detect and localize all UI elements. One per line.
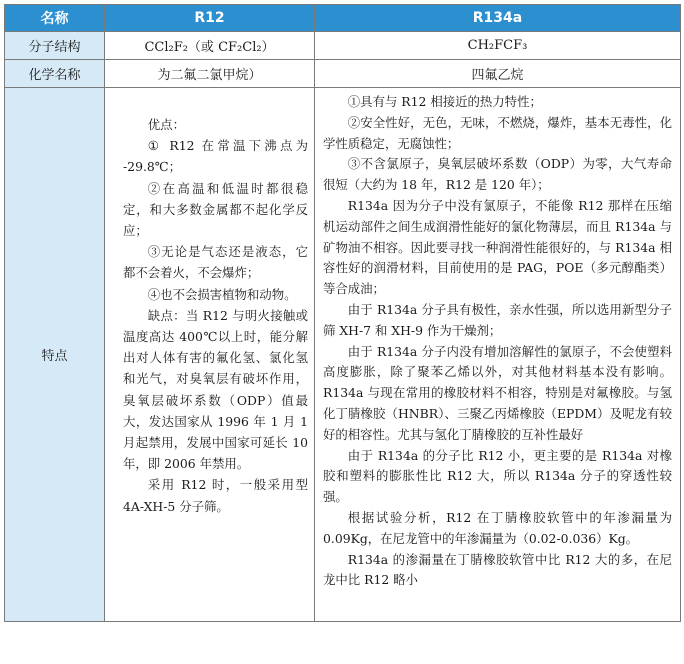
comparison-table xyxy=(4,4,681,622)
row-label-features: 特点 xyxy=(5,88,105,622)
table-row-chemname xyxy=(5,60,681,88)
r12-paragraph: ① R12 在常温下沸点为 -29.8℃； xyxy=(123,138,308,175)
row-label-chemname: 化学名称 xyxy=(5,60,105,88)
r12-structure: CCl₂F₂（或 CF₂Cl₂） xyxy=(105,32,315,60)
r134a-paragraph: 由于 R134a 的分子比 R12 小，更主要的是 R134a 对橡胶和塑料的膨胀性比 R12 大，所以 R134a 分子的穿透性较强。 xyxy=(323,447,672,505)
r12-chemname: 为二氟二氯甲烷） xyxy=(105,60,315,88)
r12-paragraph: 采用 R12 时，一般采用型 4A-XH-5 分子筛。 xyxy=(123,477,308,514)
r134a-paragraph: R134a 的渗漏量在丁腈橡胶软管中比 R12 大的多，在尼龙中比 R12 略小 xyxy=(323,551,672,588)
row-label-structure: 分子结构 xyxy=(5,32,105,60)
r134a-paragraph: 由于 R134a 分子具有极性，亲水性强，所以选用新型分子筛 XH-7 和 XH-9 作为干燥剂； xyxy=(323,301,672,338)
header-name: 名称 xyxy=(5,5,105,32)
r12-paragraph: 缺点：当 R12 与明火接触或温度高达 400℃以上时，能分解出对人体有害的氟化氢、氯化氢和光气，对臭氧层有破坏作用，臭氧层破坏系数（ODP）值最大，发达国家从 1996 年 1 月 1 月起禁用，发展中国家可延长 10 年，即 2006 年禁用。 xyxy=(123,307,308,472)
r134a-chemname: 四氟乙烷 xyxy=(315,60,681,88)
r12-paragraph: ④也不会损害植物和动物。 xyxy=(147,286,297,302)
r134a-paragraph: ②安全性好，无色，无味，不燃烧，爆炸，基本无毒性，化学性质稳定，无腐蚀性； xyxy=(323,114,672,151)
table-row-structure xyxy=(5,32,681,60)
r12-paragraph: 优点： xyxy=(147,117,185,132)
r134a-features xyxy=(315,88,681,622)
r134a-paragraph: R134a 因为分子中没有氯原子，不能像 R12 那样在压缩机运动部件之间生成润滑性能好的氯化物薄层，而且 R134a 与矿物油不相容。因此要寻找一种润滑性能很好的，与 R134a 相容性好的润滑材料，目前使用的是 PAG，POE（多元醇酯类）等合成油； xyxy=(323,197,672,297)
header-row xyxy=(5,5,681,32)
r134a-paragraph: ①具有与 R12 相接近的热力特性； xyxy=(347,94,542,109)
r12-paragraph: ②在高温和低温时都很稳定，和大多数金属都不起化学反应； xyxy=(123,180,308,239)
r134a-paragraph: 根据试验分析，R12 在丁腈橡胶软管中的年渗漏量为 0.09Kg，在尼龙管中的年渗漏量为（0.02-0.036）Kg。 xyxy=(323,509,672,546)
table-row-features xyxy=(5,88,681,622)
header-r134a: R134a xyxy=(315,5,681,32)
header-r12: R12 xyxy=(105,5,315,32)
r134a-structure: CH₂FCF₃ xyxy=(315,32,681,60)
r134a-paragraph: 由于 R134a 分子内没有增加溶解性的氯原子，不会使塑料高度膨胀，除了聚苯乙烯以外，对其他材料基本没有影响。R134a 与现在常用的橡胶材料不相容，特别是对氟橡胶。与氢化丁腈橡胶（HNBR）、三聚乙丙烯橡胶（EPDM）及呢龙有较好的相容性。尤其与氢化丁腈橡胶的互补性最好 xyxy=(323,343,672,442)
r134a-paragraph: ③不含氯原子，臭氧层破坏系数（ODP）为零，大气寿命很短（大约为 18 年，R12 是 120 年）； xyxy=(323,156,672,193)
r12-features xyxy=(105,88,315,622)
r12-paragraph: ③无论是气态还是液态，它都不会着火，不会爆炸； xyxy=(123,244,308,281)
